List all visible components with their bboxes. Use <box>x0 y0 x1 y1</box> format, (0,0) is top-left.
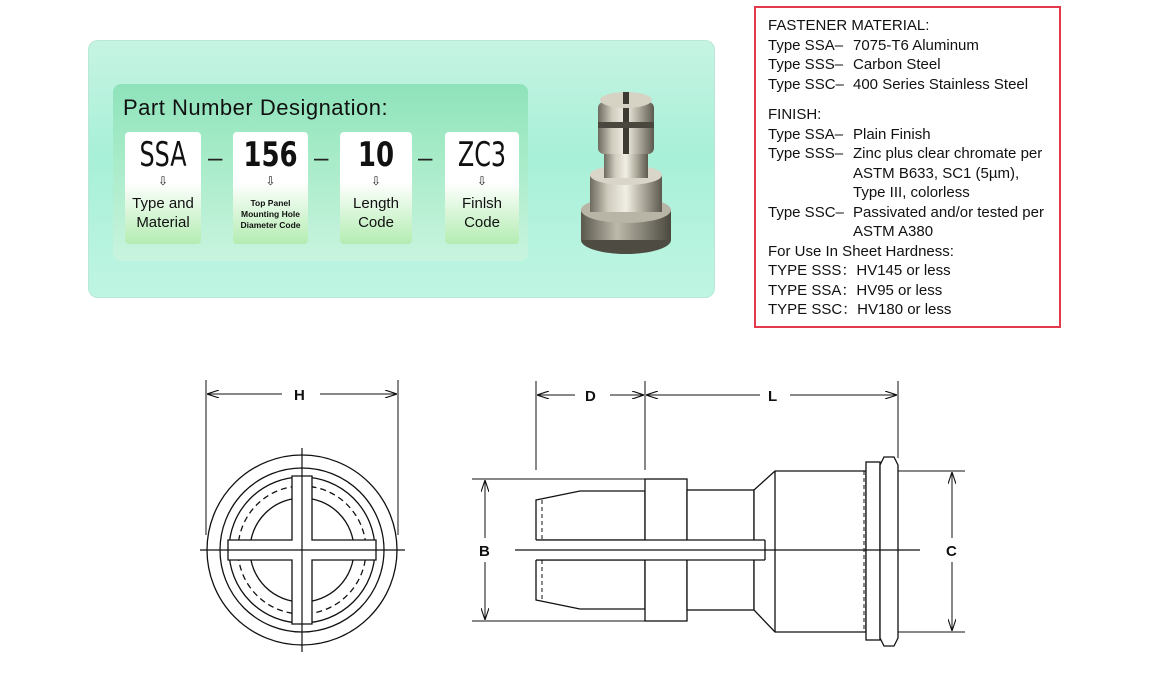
finish-heading: FINISH: <box>768 106 822 123</box>
down-arrow-icon: ⇩ <box>370 174 382 188</box>
segment-label: Type and Material <box>132 195 194 231</box>
material-row: Type SSC– 400 Series Stainless Steel <box>768 75 1029 93</box>
separator-dash: – <box>208 142 223 172</box>
down-arrow-icon: ⇩ <box>157 174 169 188</box>
material-row: Type SSS– Carbon Steel <box>768 56 941 73</box>
segment-code: 156 <box>243 135 298 175</box>
dimension-label-c: C <box>946 543 957 560</box>
hardness-row: TYPE SSC：HV180 or less <box>768 301 952 318</box>
segment-label: Finlsh Code <box>461 195 502 231</box>
finish-row: Type SSA– Plain Finish <box>768 125 931 143</box>
part-number-title: Part Number Designation: <box>123 95 389 120</box>
dimension-label-b: B <box>479 543 490 560</box>
material-heading: FASTENER MATERIAL: <box>768 17 930 34</box>
finish-row: Type SSC– Passivated and/or tested per ASTM A380 <box>768 203 1044 240</box>
down-arrow-icon: ⇩ <box>476 174 488 188</box>
hardness-heading: For Use In Sheet Hardness: <box>768 242 954 260</box>
side-view <box>472 381 965 646</box>
hardness-row: TYPE SSS：HV145 or less <box>768 262 951 279</box>
down-arrow-icon: ⇩ <box>265 174 276 188</box>
segment-label: Top Panel Mounting Hole Diameter Code <box>240 198 301 230</box>
dimension-label-d: D <box>585 388 596 405</box>
separator-dash: – <box>418 142 433 172</box>
segment-code: ZC3 <box>457 135 507 175</box>
material-row: Type SSA– 7075-T6 Aluminum <box>768 36 979 54</box>
separator-dash: – <box>314 142 329 172</box>
segment-code: SSA <box>139 135 187 175</box>
segment-code: 10 <box>357 135 395 175</box>
dimension-label-l: L <box>768 388 778 405</box>
end-view <box>200 380 405 652</box>
segment-label: Length Code <box>353 195 399 231</box>
hardness-row: TYPE SSA：HV95 or less <box>768 281 943 299</box>
dimension-label-h: H <box>294 387 305 404</box>
finish-row: Type SSS– Zinc plus clear chromate per ASTM B633, SC1 (5µm), Type III, colorless <box>768 145 1043 201</box>
